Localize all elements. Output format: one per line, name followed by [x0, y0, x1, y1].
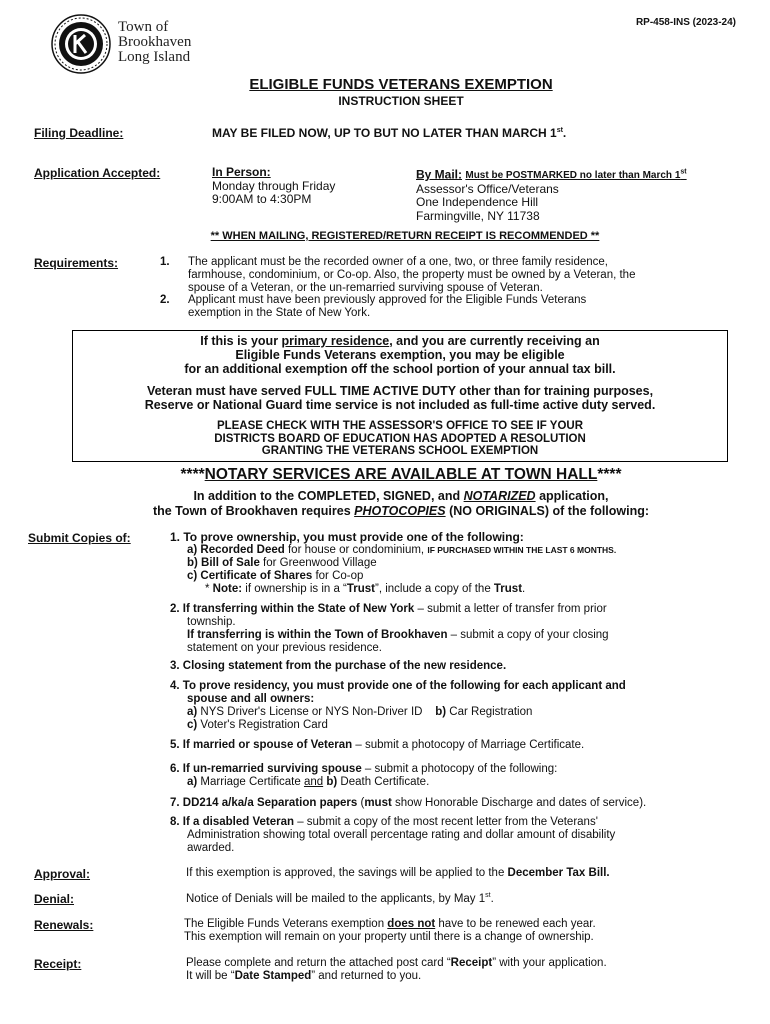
filing-label: Filing Deadline:	[34, 126, 124, 140]
page-subtitle: INSTRUCTION SHEET	[338, 94, 464, 108]
logo-line: Town of	[118, 19, 169, 35]
submit-item-7: 7. DD214 a/ka/a Separation papers (must show Honorable Discharge and dates of service).	[170, 797, 647, 809]
submit-item-5: 5. If married or spouse of Veteran – submit a photocopy of Marriage Certificate.	[170, 739, 585, 751]
requirements-list	[160, 256, 740, 320]
page-title: ELIGIBLE FUNDS VETERANS EXEMPTION	[249, 76, 553, 93]
photocopies-note: In addition to the COMPLETED, SIGNED, and NOTARIZED application, the Town of Brookhaven requires PHOTOCOPIES (NO ORIGINALS) of the following:	[152, 489, 650, 518]
approval-text: If this exemption is approved, the savings will be applied to the December Tax Bill.	[186, 867, 610, 879]
logo-wordmark	[118, 20, 191, 65]
denial-text: Notice of Denials will be mailed to the applicants, by May 1st.	[186, 892, 494, 905]
town-seal-logo	[51, 14, 111, 74]
submit-item-4: 4. To prove residency, you must provide one of the following for each applicant and spouse and all owners: a) NYS Driver's License or NYS Non-Driver ID b) Car Registration c) Voter's Registration Card	[170, 680, 626, 731]
filing-deadline-text: MAY BE FILED NOW, UP TO BUT NO LATER THAN MARCH 1st.	[212, 126, 567, 140]
address-line: One Independence Hill	[416, 195, 539, 210]
requirement-item: 1. The applicant must be the recorded owner of a one, two, or three family residence, farmhouse, condominium, or Co-op. Also, the property must be owned by a Veteran, the spouse of a Veteran, or the un-remarried surviving spouse of Veteran.	[160, 256, 636, 294]
submit-item-1: 1. To prove ownership, you must provide one of the following: a) Recorded Deed for house or condominium, IF PURCHASED WITHIN THE LAST 6 MONTHS. b) Bill of Sale for Greenwood Village c) Certificate of Shares for Co-op * Note: if ownership is in a “Trust”, include a copy of the Trust.	[170, 530, 617, 595]
notary-heading: ****NOTARY SERVICES ARE AVAILABLE AT TOWN HALL****	[180, 466, 622, 483]
hours-line: Monday through Friday	[212, 178, 336, 193]
by-mail-label: By Mail:	[416, 167, 463, 182]
submit-copies-label: Submit Copies of:	[28, 531, 131, 545]
school-exemption-box: If this is your primary residence, and you are currently receiving an Eligible Funds Veterans exemption, you may be eligible for an additional exemption off the school portion of your annual tax bill. Veteran must have served FULL TIME ACTIVE DUTY other than for training purposes, Reserve or National Guard time service is not included as full-time active duty served. PLEASE CHECK WITH THE ASSESSOR'S OFFICE TO SEE IF YOUR DISTRICTS BOARD OF EDUCATION HAS ADOPTED A RESOLUTION GRANTING THE VETERANS SCHOOL EXEMPTION	[72, 330, 728, 462]
logo-line: Brookhaven	[118, 34, 192, 50]
renewals-label: Renewals:	[34, 918, 94, 932]
by-mail-block: By Mail: Must be POSTMARKED no later than March 1st Assessor's Office/Veterans One Independence Hill Farmingville, NY 11738	[416, 167, 687, 223]
in-person-label: In Person:	[212, 165, 271, 179]
in-person-block	[212, 166, 335, 207]
submit-item-2: 2. If transferring within the State of New York – submit a letter of transfer from prior township. If transferring is within the Town of Brookhaven – submit a copy of your closing statement on your previous residence.	[170, 603, 609, 654]
seal-icon	[51, 14, 111, 74]
receipt-label: Receipt:	[34, 957, 82, 971]
requirement-item: 2. Applicant must have been previously approved for the Eligible Funds Veterans exemption in the State of New York.	[160, 294, 587, 320]
logo-line: Long Island	[118, 49, 191, 65]
address-line: Farmingville, NY 11738	[416, 208, 540, 223]
application-label: Application Accepted:	[34, 166, 161, 180]
denial-label: Denial:	[34, 892, 75, 906]
mailing-note: ** WHEN MAILING, REGISTERED/RETURN RECEIPT IS RECOMMENDED **	[210, 230, 600, 242]
renewals-text: The Eligible Funds Veterans exemption does not have to be renewed each year. This exemption will remain on your property until there is a change of ownership.	[184, 918, 596, 943]
by-mail-note: Must be POSTMARKED no later than March 1	[465, 170, 681, 182]
form-code: RP-458-INS (2023-24)	[635, 17, 736, 28]
submit-item-3: 3. Closing statement from the purchase of the new residence.	[170, 660, 507, 672]
address-line: Assessor's Office/Veterans	[416, 181, 559, 196]
requirements-label: Requirements:	[34, 256, 119, 270]
receipt-text: Please complete and return the attached post card “Receipt” with your application. It will be “Date Stamped” and returned to you.	[186, 957, 607, 982]
hours-line: 9:00AM to 4:30PM	[212, 192, 312, 206]
submit-item-6: 6. If un-remarried surviving spouse – submit a photocopy of the following: a) Marriage Certificate and b) Death Certificate.	[170, 763, 558, 788]
approval-label: Approval:	[34, 867, 91, 881]
submit-item-8: 8. If a disabled Veteran – submit a copy of the most recent letter from the Veterans' Administration showing total overall percentage rating and dollar amount of disability awarded.	[170, 816, 616, 854]
